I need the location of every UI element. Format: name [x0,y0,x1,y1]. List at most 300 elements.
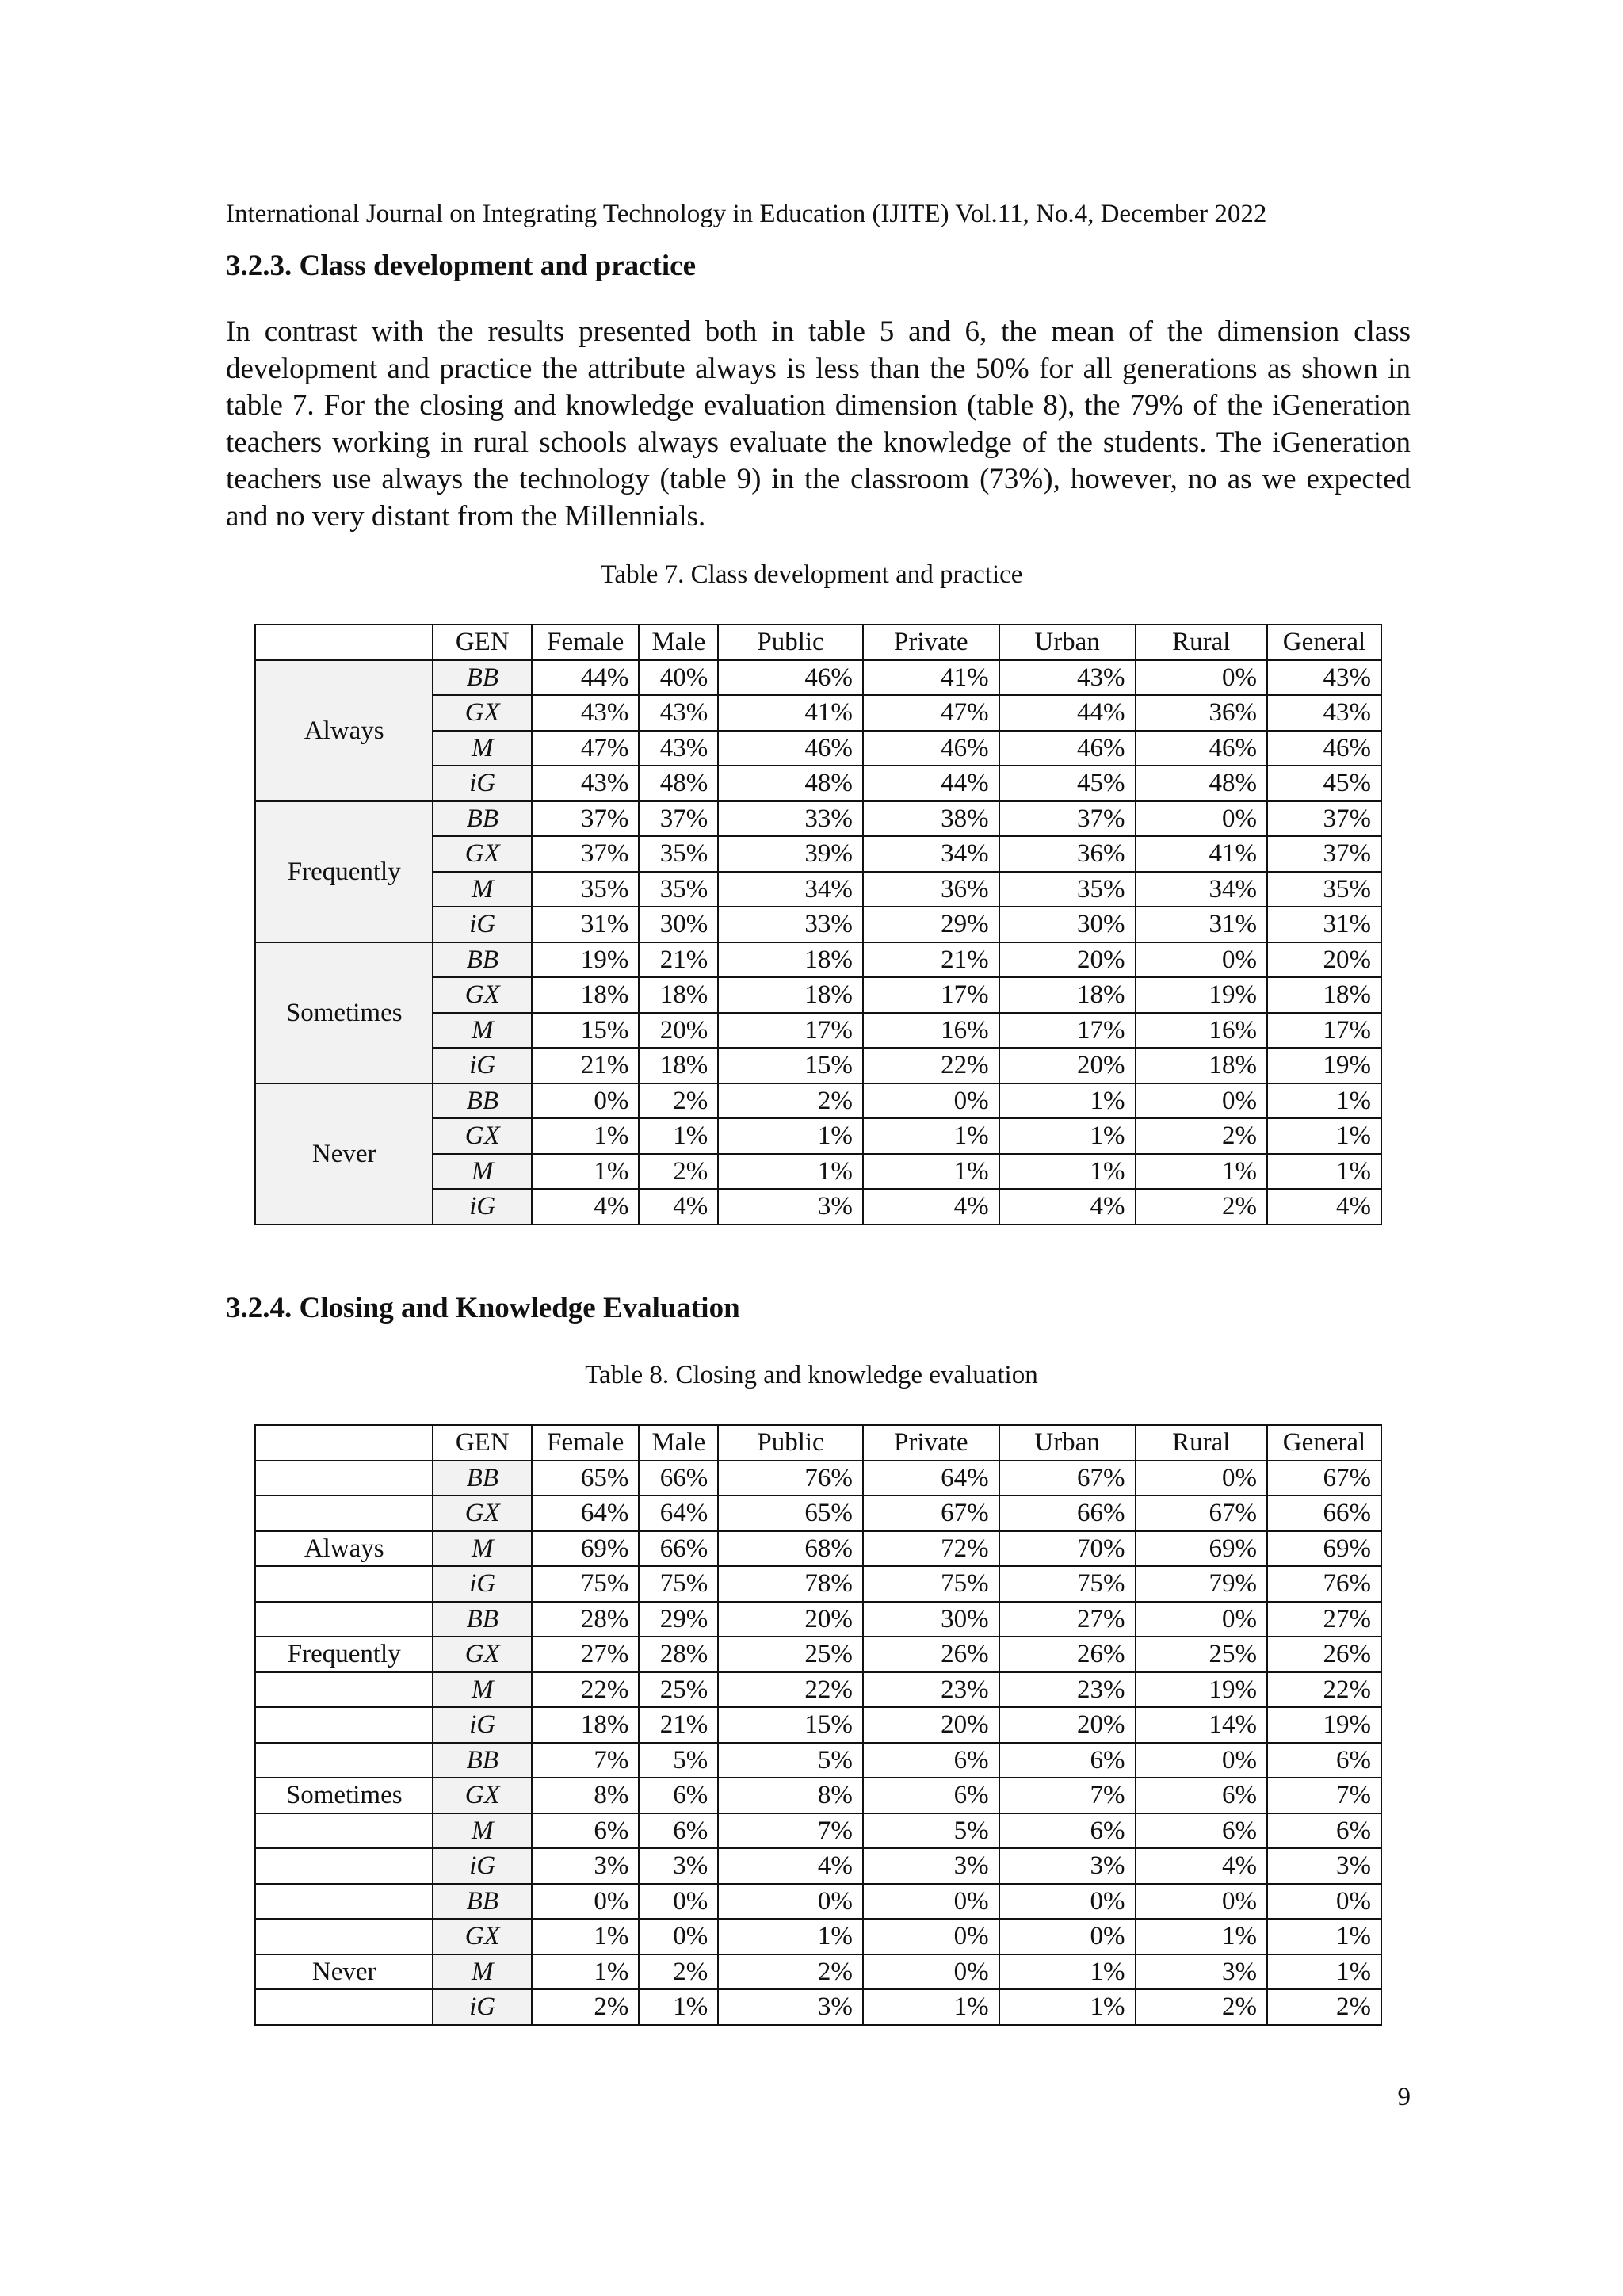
value-cell: 4% [999,1189,1136,1224]
generation-cell: GX [433,836,532,872]
value-cell: 19% [1267,1707,1381,1743]
value-cell: 67% [999,1461,1136,1496]
generation-cell: M [433,1154,532,1190]
value-cell: 2% [639,1154,718,1190]
value-cell: 30% [999,907,1136,942]
value-cell: 0% [718,1884,863,1920]
row-group-label: Never [255,1083,433,1224]
column-header: Female [532,1425,639,1461]
table-row [255,942,1381,978]
value-cell: 18% [532,1707,639,1743]
column-header: Public [718,625,863,660]
value-cell: 43% [532,695,639,731]
value-cell: 1% [999,1154,1136,1190]
value-cell: 2% [639,1954,718,1990]
value-cell: 4% [718,1848,863,1884]
value-cell: 35% [1267,872,1381,907]
table-row [255,1848,1381,1884]
column-header: Urban [999,625,1136,660]
table-row [255,1566,1381,1602]
row-group-blank-cell [255,1496,433,1531]
value-cell: 67% [1136,1496,1267,1531]
generation-cell: iG [433,1989,532,2025]
value-cell: 66% [1267,1496,1381,1531]
section-heading-closing-evaluation: 3.2.4. Closing and Knowledge Evaluation [226,1292,740,1324]
value-cell: 19% [1267,1048,1381,1083]
value-cell: 1% [999,1118,1136,1154]
column-header: General [1267,1425,1381,1461]
table-row [255,1989,1381,2025]
generation-cell: BB [433,1083,532,1119]
value-cell: 6% [863,1743,999,1778]
value-cell: 46% [999,731,1136,766]
table-row [255,1919,1381,1954]
value-cell: 28% [639,1637,718,1672]
generation-cell: M [433,1672,532,1708]
value-cell: 1% [1267,1954,1381,1990]
value-cell: 6% [1136,1778,1267,1813]
value-cell: 1% [999,1954,1136,1990]
column-header: Male [639,625,718,660]
value-cell: 0% [1136,942,1267,978]
value-cell: 20% [999,942,1136,978]
table-row [255,1637,1381,1672]
value-cell: 17% [718,1013,863,1049]
generation-cell: BB [433,1461,532,1496]
value-cell: 1% [1136,1154,1267,1190]
column-header: Male [639,1425,718,1461]
generation-cell: BB [433,801,532,837]
table-row [255,1602,1381,1637]
row-group-blank-cell [255,1884,433,1920]
table-row [255,1743,1381,1778]
value-cell: 64% [532,1496,639,1531]
table-row [255,1531,1381,1567]
running-header: International Journal on Integrating Technology in Education (IJITE) Vol.11, No.4, December 2022 [226,200,1267,228]
row-group-label: Always [255,1531,433,1567]
value-cell: 21% [863,942,999,978]
value-cell: 0% [863,1083,999,1119]
value-cell: 20% [999,1707,1136,1743]
value-cell: 1% [863,1989,999,2025]
generation-cell: BB [433,942,532,978]
value-cell: 48% [718,766,863,801]
row-group-label: Never [255,1954,433,1990]
row-group-label: Sometimes [255,1778,433,1813]
generation-cell: iG [433,1707,532,1743]
column-header: Rural [1136,625,1267,660]
value-cell: 1% [532,1919,639,1954]
table-row [255,1884,1381,1920]
value-cell: 0% [1136,801,1267,837]
value-cell: 45% [1267,766,1381,801]
value-cell: 46% [1267,731,1381,766]
value-cell: 30% [639,907,718,942]
value-cell: 43% [1267,660,1381,696]
generation-cell: iG [433,1048,532,1083]
value-cell: 6% [1267,1743,1381,1778]
header-blank-cell [255,1425,433,1461]
column-header: GEN [433,1425,532,1461]
value-cell: 1% [532,1118,639,1154]
value-cell: 7% [999,1778,1136,1813]
generation-cell: iG [433,907,532,942]
value-cell: 31% [1136,907,1267,942]
row-group-blank-cell [255,1848,433,1884]
value-cell: 1% [1267,1919,1381,1954]
value-cell: 1% [1136,1919,1267,1954]
generation-cell: BB [433,1602,532,1637]
generation-cell: M [433,731,532,766]
row-group-blank-cell [255,1461,433,1496]
value-cell: 3% [1267,1848,1381,1884]
value-cell: 0% [863,1954,999,1990]
value-cell: 2% [1267,1989,1381,2025]
value-cell: 27% [1267,1602,1381,1637]
value-cell: 6% [1136,1813,1267,1849]
value-cell: 0% [639,1884,718,1920]
table-header-row [255,625,1381,660]
table-row [255,1496,1381,1531]
value-cell: 79% [1136,1566,1267,1602]
value-cell: 65% [718,1496,863,1531]
value-cell: 23% [999,1672,1136,1708]
generation-cell: BB [433,660,532,696]
value-cell: 6% [532,1813,639,1849]
value-cell: 26% [863,1637,999,1672]
value-cell: 35% [639,872,718,907]
value-cell: 3% [718,1989,863,2025]
value-cell: 22% [718,1672,863,1708]
generation-cell: iG [433,1566,532,1602]
value-cell: 2% [1136,1118,1267,1154]
value-cell: 27% [999,1602,1136,1637]
value-cell: 6% [639,1778,718,1813]
value-cell: 8% [718,1778,863,1813]
value-cell: 0% [532,1884,639,1920]
column-header: Private [863,625,999,660]
value-cell: 18% [1136,1048,1267,1083]
value-cell: 2% [1136,1989,1267,2025]
value-cell: 14% [1136,1707,1267,1743]
value-cell: 0% [863,1884,999,1920]
value-cell: 26% [999,1637,1136,1672]
value-cell: 3% [532,1848,639,1884]
value-cell: 3% [639,1848,718,1884]
value-cell: 36% [863,872,999,907]
value-cell: 16% [1136,1013,1267,1049]
value-cell: 20% [863,1707,999,1743]
value-cell: 37% [639,801,718,837]
generation-cell: iG [433,766,532,801]
column-header: Private [863,1425,999,1461]
table-row [255,801,1381,837]
value-cell: 37% [999,801,1136,837]
value-cell: 39% [718,836,863,872]
generation-cell: M [433,1531,532,1567]
value-cell: 72% [863,1531,999,1567]
value-cell: 27% [532,1637,639,1672]
value-cell: 46% [718,731,863,766]
value-cell: 1% [718,1919,863,1954]
value-cell: 6% [1267,1813,1381,1849]
generation-cell: GX [433,1637,532,1672]
value-cell: 6% [999,1743,1136,1778]
column-header: Public [718,1425,863,1461]
table-row [255,1707,1381,1743]
value-cell: 19% [532,942,639,978]
row-group-blank-cell [255,1707,433,1743]
value-cell: 43% [639,731,718,766]
value-cell: 1% [863,1154,999,1190]
row-group-label: Always [255,660,433,801]
value-cell: 0% [532,1083,639,1119]
value-cell: 6% [863,1778,999,1813]
value-cell: 20% [1267,942,1381,978]
value-cell: 44% [532,660,639,696]
value-cell: 75% [532,1566,639,1602]
value-cell: 21% [639,1707,718,1743]
row-group-blank-cell [255,1566,433,1602]
row-group-blank-cell [255,1602,433,1637]
value-cell: 6% [639,1813,718,1849]
value-cell: 35% [639,836,718,872]
value-cell: 35% [999,872,1136,907]
value-cell: 69% [1136,1531,1267,1567]
value-cell: 44% [863,766,999,801]
generation-cell: GX [433,977,532,1013]
value-cell: 18% [718,942,863,978]
value-cell: 8% [532,1778,639,1813]
value-cell: 67% [863,1496,999,1531]
value-cell: 0% [1136,1602,1267,1637]
value-cell: 1% [1267,1083,1381,1119]
table-row [255,1083,1381,1119]
value-cell: 17% [863,977,999,1013]
value-cell: 35% [532,872,639,907]
value-cell: 4% [1267,1189,1381,1224]
value-cell: 1% [999,1083,1136,1119]
row-group-label: Frequently [255,801,433,942]
value-cell: 69% [1267,1531,1381,1567]
value-cell: 0% [999,1884,1136,1920]
value-cell: 29% [639,1602,718,1637]
value-cell: 1% [639,1989,718,2025]
value-cell: 21% [639,942,718,978]
table-row [255,1672,1381,1708]
value-cell: 18% [1267,977,1381,1013]
value-cell: 0% [1136,1743,1267,1778]
generation-cell: GX [433,1118,532,1154]
value-cell: 34% [863,836,999,872]
value-cell: 1% [532,1154,639,1190]
value-cell: 1% [639,1118,718,1154]
table-header-row [255,1425,1381,1461]
table-row [255,1778,1381,1813]
value-cell: 64% [863,1461,999,1496]
value-cell: 3% [1136,1954,1267,1990]
value-cell: 0% [1267,1884,1381,1920]
value-cell: 2% [532,1989,639,2025]
value-cell: 34% [718,872,863,907]
value-cell: 0% [1136,660,1267,696]
value-cell: 18% [639,1048,718,1083]
value-cell: 0% [639,1919,718,1954]
value-cell: 46% [1136,731,1267,766]
value-cell: 68% [718,1531,863,1567]
value-cell: 1% [532,1954,639,1990]
value-cell: 1% [1267,1118,1381,1154]
generation-cell: M [433,1813,532,1849]
value-cell: 4% [532,1189,639,1224]
value-cell: 1% [718,1118,863,1154]
value-cell: 67% [1267,1461,1381,1496]
table8-caption: Table 8. Closing and knowledge evaluation [585,1361,1038,1389]
value-cell: 5% [718,1743,863,1778]
value-cell: 70% [999,1531,1136,1567]
column-header: Urban [999,1425,1136,1461]
value-cell: 5% [863,1813,999,1849]
value-cell: 41% [1136,836,1267,872]
value-cell: 1% [999,1989,1136,2025]
value-cell: 15% [718,1707,863,1743]
value-cell: 46% [863,731,999,766]
value-cell: 65% [532,1461,639,1496]
value-cell: 7% [532,1743,639,1778]
value-cell: 40% [639,660,718,696]
column-header: Female [532,625,639,660]
value-cell: 43% [639,695,718,731]
value-cell: 19% [1136,1672,1267,1708]
value-cell: 4% [639,1189,718,1224]
row-group-label: Sometimes [255,942,433,1083]
value-cell: 33% [718,907,863,942]
value-cell: 18% [999,977,1136,1013]
value-cell: 1% [718,1154,863,1190]
value-cell: 0% [1136,1083,1267,1119]
value-cell: 45% [999,766,1136,801]
generation-cell: GX [433,1496,532,1531]
value-cell: 7% [1267,1778,1381,1813]
generation-cell: BB [433,1884,532,1920]
value-cell: 17% [1267,1013,1381,1049]
value-cell: 18% [532,977,639,1013]
value-cell: 15% [718,1048,863,1083]
generation-cell: GX [433,1778,532,1813]
value-cell: 22% [863,1048,999,1083]
value-cell: 7% [718,1813,863,1849]
value-cell: 0% [863,1919,999,1954]
value-cell: 75% [863,1566,999,1602]
body-paragraph: In contrast with the results presented both in table 5 and 6, the mean of the dimension class development and practice the attribute always is less than the 50% for all generations as shown in table 7. For the closing and knowledge evaluation dimension (table 8), the 79% of the iGeneration teachers working in rural schools always evaluate the knowledge of the students. The iGeneration teachers use always the technology (table 9) in the classroom (73%), however, no as we expected and no very distant from the Millennials. [226,315,1411,533]
value-cell: 46% [718,660,863,696]
row-group-label: Frequently [255,1637,433,1672]
value-cell: 37% [532,836,639,872]
generation-cell: GX [433,1919,532,1954]
value-cell: 18% [718,977,863,1013]
value-cell: 17% [999,1013,1136,1049]
column-header: General [1267,625,1381,660]
value-cell: 25% [718,1637,863,1672]
value-cell: 3% [863,1848,999,1884]
value-cell: 43% [1267,695,1381,731]
generation-cell: M [433,1954,532,1990]
header-blank-cell [255,625,433,660]
value-cell: 4% [1136,1848,1267,1884]
generation-cell: BB [433,1743,532,1778]
value-cell: 76% [718,1461,863,1496]
section-heading-class-development: 3.2.3. Class development and practice [226,250,696,282]
value-cell: 3% [999,1848,1136,1884]
value-cell: 22% [1267,1672,1381,1708]
value-cell: 4% [863,1189,999,1224]
table-row [255,1461,1381,1496]
value-cell: 2% [1136,1189,1267,1224]
value-cell: 37% [532,801,639,837]
value-cell: 66% [639,1531,718,1567]
value-cell: 75% [639,1566,718,1602]
table-row [255,1954,1381,1990]
value-cell: 1% [863,1118,999,1154]
value-cell: 20% [999,1048,1136,1083]
table-row [255,1813,1381,1849]
value-cell: 19% [1136,977,1267,1013]
value-cell: 23% [863,1672,999,1708]
generation-cell: M [433,872,532,907]
value-cell: 16% [863,1013,999,1049]
value-cell: 25% [1136,1637,1267,1672]
value-cell: 29% [863,907,999,942]
value-cell: 44% [999,695,1136,731]
generation-cell: GX [433,695,532,731]
value-cell: 36% [1136,695,1267,731]
value-cell: 22% [532,1672,639,1708]
value-cell: 76% [1267,1566,1381,1602]
value-cell: 0% [1136,1884,1267,1920]
value-cell: 2% [718,1954,863,1990]
value-cell: 41% [863,660,999,696]
table8 [254,1424,1382,2026]
value-cell: 66% [639,1461,718,1496]
row-group-blank-cell [255,1919,433,1954]
value-cell: 21% [532,1048,639,1083]
value-cell: 34% [1136,872,1267,907]
value-cell: 5% [639,1743,718,1778]
value-cell: 37% [1267,801,1381,837]
value-cell: 37% [1267,836,1381,872]
value-cell: 28% [532,1602,639,1637]
column-header: Rural [1136,1425,1267,1461]
row-group-blank-cell [255,1813,433,1849]
value-cell: 43% [532,766,639,801]
value-cell: 2% [718,1083,863,1119]
value-cell: 0% [1136,1461,1267,1496]
value-cell: 47% [863,695,999,731]
value-cell: 33% [718,801,863,837]
value-cell: 64% [639,1496,718,1531]
generation-cell: iG [433,1848,532,1884]
value-cell: 75% [999,1566,1136,1602]
row-group-blank-cell [255,1672,433,1708]
value-cell: 78% [718,1566,863,1602]
value-cell: 0% [999,1919,1136,1954]
value-cell: 43% [999,660,1136,696]
value-cell: 15% [532,1013,639,1049]
value-cell: 26% [1267,1637,1381,1672]
value-cell: 20% [718,1602,863,1637]
value-cell: 36% [999,836,1136,872]
value-cell: 18% [639,977,718,1013]
